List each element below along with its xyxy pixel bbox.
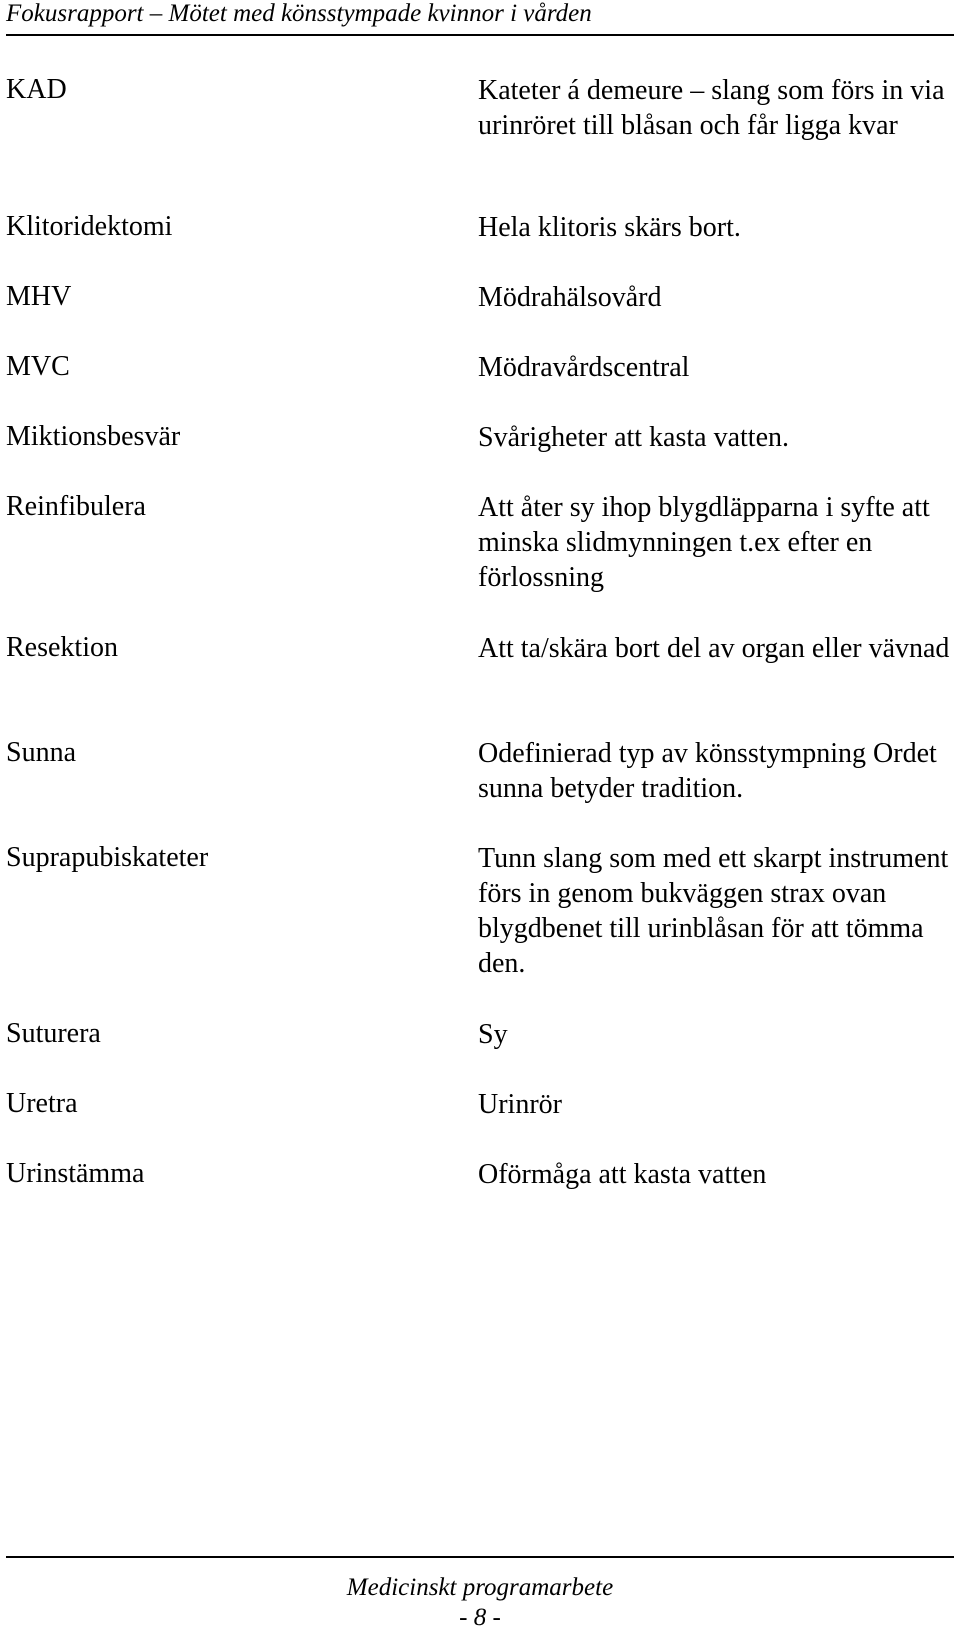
glossary-term: MVC — [6, 351, 70, 382]
glossary-term: KAD — [6, 74, 67, 105]
glossary-term: Miktionsbesvär — [6, 421, 181, 452]
glossary-definition: Oförmåga att kasta vatten — [478, 1159, 767, 1190]
glossary-definition: Hela klitoris skärs bort. — [478, 212, 741, 243]
glossary-term: Urinstämma — [6, 1158, 145, 1189]
glossary-term: Suprapubiskateter — [6, 842, 209, 873]
page-footer — [6, 1556, 954, 1631]
footer-title: Medicinskt programarbete — [346, 1574, 614, 1601]
page-number: - 8 - — [459, 1604, 501, 1631]
glossary-definition: Att åter sy ihop blygdläpparna i syfte att minska slidmynningen t.ex efter en förlossning — [478, 492, 930, 593]
glossary-definition: Mödrahälsovård — [478, 282, 662, 313]
glossary-term: MHV — [6, 281, 72, 312]
glossary-term: Klitoridektomi — [6, 211, 173, 242]
glossary-term: Reinfibulera — [6, 491, 146, 522]
glossary-term: Resektion — [6, 632, 118, 663]
glossary-definition: Tunn slang som med ett skarpt instrument förs in genom bukväggen strax ovan blygdbenet till urinblåsan för att tömma den. — [478, 843, 949, 979]
header-title: Fokusrapport – Mötet med könsstympade kvinnor i vården — [6, 0, 592, 27]
glossary-term: Uretra — [6, 1088, 78, 1119]
glossary-definition: Kateter á demeure – slang som förs in via urinröret till blåsan och får ligga kvar — [478, 75, 945, 141]
glossary-definition: Odefinierad typ av könsstympning Ordet sunna betyder tradition. — [478, 738, 937, 804]
glossary-definition: Svårigheter att kasta vatten. — [478, 422, 789, 453]
glossary-definition: Sy — [478, 1019, 508, 1050]
glossary-definition: Urinrör — [478, 1089, 562, 1120]
glossary-term: Suturera — [6, 1018, 101, 1049]
glossary-definition: Mödravårdscentral — [478, 352, 690, 383]
glossary-definition: Att ta/skära bort del av organ eller vävnad — [478, 633, 950, 664]
glossary-term: Sunna — [6, 737, 76, 768]
